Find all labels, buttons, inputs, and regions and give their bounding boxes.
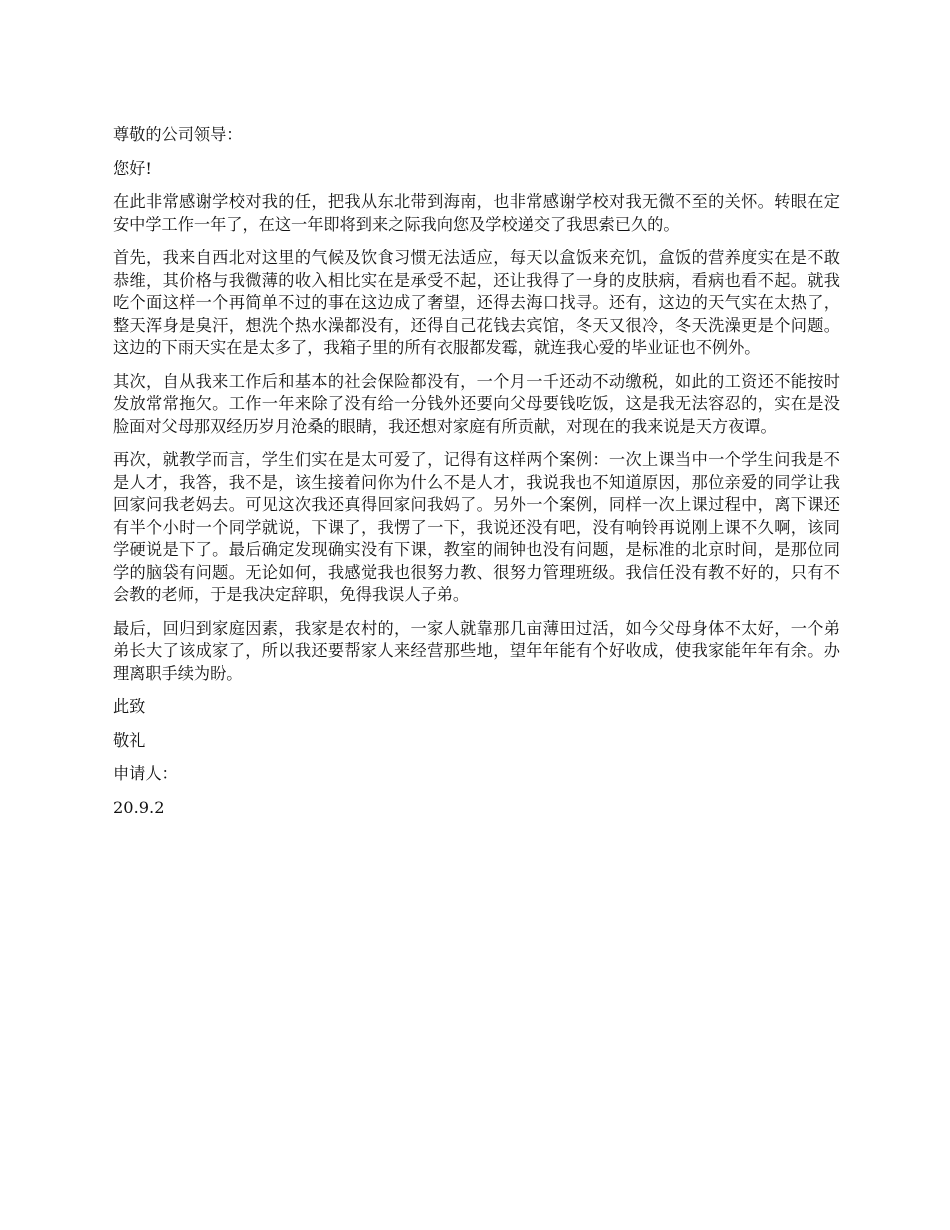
- body-paragraph: 最后，回归到家庭因素，我家是农村的，一家人就靠那几亩薄田过活，如今父母身体不太好，一个弟弟长大了该成家了，所以我还要帮家人来经营那些地，望年年能有个好收成，使我家能年年有余。办理离职手续为盼。: [113, 618, 840, 683]
- letter-document: [113, 124, 840, 830]
- body-paragraph: 在此非常感谢学校对我的任，把我从东北带到海南，也非常感谢学校对我无微不至的关怀。转眼在定安中学工作一年了，在这一年即将到来之际我向您及学校递交了我思索已久的。: [113, 192, 840, 234]
- greeting: 您好!: [113, 158, 152, 178]
- salutation: 尊敬的公司领导：: [113, 125, 243, 144]
- body-paragraph: 再次，就教学而言，学生们实在是太可爱了，记得有这样两个案例：一次上课当中一个学生问我是不是人才，我答，我不是，该生接着问你为什么不是人才，我说我也不知道原因，那位亲爱的同学让我回家问我老妈去。可见这次我还真得回家问我妈了。另外一个案例，同样一次上课过程中，离下课还有半个小时一个同学就说，下课了，我愣了一下，我说还没有吧，没有响铃再说刚上课不久啊，该同学硬说是下了。最后确定发现确实没有下课，教室的闹钟也没有问题，是标准的北京时间，是那位同学的脑袋有问题。无论如何，我感觉我也很努力教、很努力管理班级。我信任没有教不好的，只有不会教的老师，于是我决定辞职，免得我误人子弟。: [113, 450, 840, 604]
- body-paragraph: 其次，自从我来工作后和基本的社会保险都没有，一个月一千还动不动缴税，如此的工资还不能按时发放常常拖欠。工作一年来除了没有给一分钱外还要向父母要钱吃饭，这是我无法容忍的，实在是没脸面对父母那双经历岁月沧桑的眼睛，我还想对家庭有所贡献，对现在的我来说是天方夜谭。: [113, 371, 840, 436]
- applicant-label: 申请人：: [113, 764, 178, 783]
- closing-regards: 敬礼: [113, 730, 146, 750]
- letter-date: 20.9.2: [113, 797, 165, 817]
- body-paragraph: 首先，我来自西北对这里的气候及饮食习惯无法适应，每天以盒饭来充饥，盒饭的营养度实在是不敢恭维，其价格与我微薄的收入相比实在是承受不起，还让我得了一身的皮肤病，看病也看不起。就我吃个面这样一个再简单不过的事在这边成了奢望，还得去海口找寻。还有，这边的天气实在太热了，整天浑身是臭汗，想洗个热水澡都没有，还得自己花钱去宾馆，冬天又很冷，冬天洗澡更是个问题。这边的下雨天实在是太多了，我箱子里的所有衣服都发霉，就连我心爱的毕业证也不例外。: [113, 248, 840, 357]
- closing-line: 此致: [113, 697, 146, 716]
